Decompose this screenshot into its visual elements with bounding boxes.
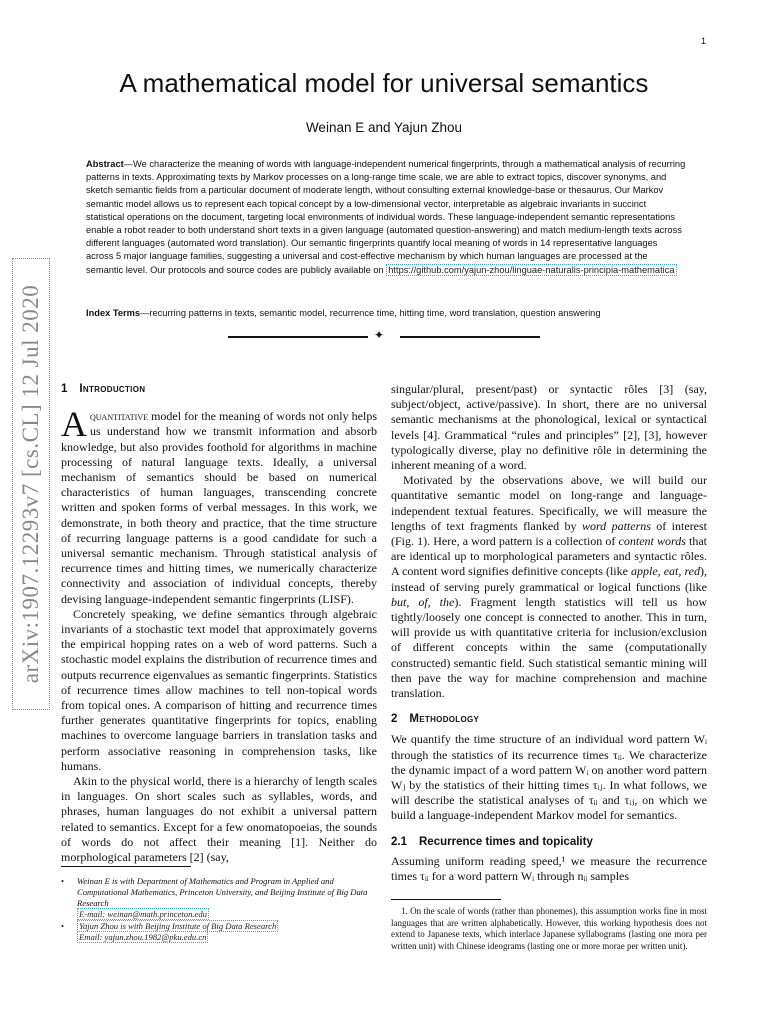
author-note-1-text: Weinan E is with Department of Mathematics and Program in Applied and Computational Mathematics, Princeton University, and Beijing Institute of Big Data Research — [77, 876, 368, 908]
p4c: that are identical up to morphological parameters and syntactic rôles. A content word signifies definitive concepts (like — [391, 534, 708, 579]
index-terms — [86, 307, 686, 320]
footnote-rule-right — [391, 899, 501, 900]
subsection-heading-recurrence — [391, 835, 707, 850]
divider-line-left — [228, 336, 368, 338]
section-title: Introduction — [79, 383, 146, 395]
author-note-2 — [61, 921, 377, 943]
p4-em4: but, of, the — [391, 594, 455, 609]
p4-em1: word patterns — [581, 518, 651, 533]
intro-paragraph-2: Concretely speaking, we define semantics through algebraic invariants of a stochastic text model that approximately governs the empirical hopping rates on a web of word patterns. Such a stochastic model explains the distribution of recurrence times and outputs recurrence eigenvalues as semantic fingerprints. Statistics of recurrence times allow machines to tell non-topical words from topical ones. A comparison of hitting and recurrence times further generates quantitative fingerprints for topics, enabling machines to overcome language barriers in translation tasks and perform associative reasoning in comprehension tasks, like humans. — [61, 606, 377, 773]
methodology-paragraph-1: We quantify the time structure of an individual word pattern Wᵢ through the statistics of its recurrence times τᵢᵢ. We characterize the dynamic impact of a word pattern Wᵢ on another word pattern Wⱼ by the statistics of their hitting times τᵢⱼ. In what follows, we will describe the statistical analyses of τᵢᵢ and τᵢⱼ, on which we build a language-independent Markov model for semantics. — [391, 732, 707, 823]
github-link[interactable]: https://github.com/yajun-zhou/linguae-naturalis-principia-mathematica — [388, 264, 675, 275]
p4e: ). Fragment length statistics will tell us how tightly/loosely one concept is connected to another. This in turn, will provide us with quantitative criteria for inclusion/exclusion of different concepts within the same (computationally constructed) semantic field. Such statistical semantic mining will then pave the way for machine comprehension and machine translation. — [391, 594, 708, 701]
arxiv-identifier-link[interactable] — [12, 258, 50, 710]
right-column — [391, 382, 707, 884]
email-link-1[interactable]: E-mail: weinan@math.princeton.edu — [79, 909, 207, 919]
p4-em2: content words — [618, 534, 686, 549]
intro-paragraph-1 — [61, 404, 377, 607]
index-terms-label: Index Terms — [86, 308, 141, 318]
divider-diamond-icon: ✦ — [374, 328, 385, 342]
p4d: ), instead of serving purely grammatical or logical functions (like — [391, 564, 708, 594]
index-terms-text: —recurring patterns in texts, semantic model, recurrence time, hitting time, word translation, question answering — [140, 308, 601, 318]
left-column — [61, 382, 377, 865]
authors: Weinan E and Yajun Zhou — [305, 120, 463, 135]
p4-em3: apple, eat, red — [631, 564, 701, 579]
methodology-paragraph-2: Assuming uniform reading speed,¹ we measure the recurrence times τᵢᵢ for a word pattern Wᵢ through nᵢᵢ samples — [391, 853, 707, 884]
email-link-2[interactable]: Email: yajun.zhou.1982@pku.edu.cn — [79, 932, 207, 942]
abstract — [86, 158, 686, 277]
intro-paragraph-4 — [391, 473, 707, 701]
lead-word: quantitative — [90, 409, 149, 424]
subsection-number: 2.1 — [391, 835, 407, 848]
drop-cap: A — [61, 404, 87, 445]
intro-paragraph-3b: singular/plural, present/past) or syntactic rôles [3] (say, subject/object, active/passive). In short, there are no universal semantic mechanisms at the phonological, lexical or syntactical levels [4]. Grammatical “rules and principles” [2], [3], however typologically diverse, play no definitive rôle in determining the inherent meaning of a word. — [391, 382, 707, 473]
author-footnotes — [61, 876, 377, 944]
arxiv-stamp-text: arXiv:1907.12293v7 [cs.CL] 12 Jul 2020 — [18, 284, 43, 684]
intro-p1-text: model for the meaning of words not only helps us understand how we transmit information and absorb knowledge, but also provides foothold for algorithms in machine processing of natural language texts. Ideally, a universal mechanism of semantics should be based on numerical characteristics of human languages, transcending concrete written and spoken forms of verbal messages. In this work, we demonstrate, in both theory and practice, that the time structure of recurring language patterns is a good candidate for such a universal semantic mechanism. Through statistical analysis of recurrence times and hitting times, we numerically characterize connectivity and association of individual concepts, thereby devising language-independent semantic fingerprints (LISF). — [61, 409, 377, 606]
footnote-rule — [61, 866, 191, 867]
section-number: 2 — [391, 713, 398, 726]
footnote-1: 1. On the scale of words (rather than phonemes), this assumption works fine in most languages that are written alphabetically. However, this working hypothesis does not extend to Japanese texts, which interlace Japanese syllabograms (lasting one mora per written unit) with Chinese ideograms (lasting one or more morae per written unit). — [391, 906, 707, 951]
section-number: 1 — [61, 383, 68, 395]
section-heading-methodology — [391, 712, 707, 727]
abstract-label: Abstract — [86, 159, 124, 169]
paper-title: A mathematical model for universal semantics — [119, 68, 649, 98]
abstract-text: —We characterize the meaning of words with language-independent numerical fingerprints, through a mathematical analysis of recurring patterns in texts. Approximating texts by Markov processes on a long-range time scale, we are able to extract topics, discover synonyms, and sketch semantic fields from a particular document of moderate length, without consulting external knowledge-base or thesaurus. Our Markov semantic model allows us to represent each topical concept by a low-dimensional vector, interpretable as algebraic invariants in succinct statistical operations on the document, targeting local environments of individual words. These language-independent semantic representations enable a robot reader to both understand short texts in a given language (automated question-answering) and match medium-length texts across different languages (automated word translation). Our semantic fingerprints quantify local meaning of words in 14 representative languages across 5 major language families, suggesting a universal and cost-effective mechanism by which human languages are processed at the semantic level. Our protocols and source codes are publicly available on — [86, 159, 686, 275]
section-divider — [228, 328, 540, 342]
author-note-1 — [61, 876, 377, 920]
p4a: Motivated by the observations above, we will build our quantitative semantic model on long-range and language-independent textual features. Specifically, we will measure the lengths of text fragments flanked by — [391, 473, 707, 533]
divider-line-right — [400, 336, 540, 338]
intro-paragraph-3a: Akin to the physical world, there is a hierarchy of length scales in languages. On short scales such as syllables, words, and phrases, human languages do not exhibit a universal pattern related to semantics. Except for a few onomatopoeias, the sounds of words do not affect their meaning [1]. Neither do morphological parameters [2] (say, — [61, 774, 377, 865]
subsection-title: Recurrence times and topicality — [419, 835, 593, 848]
section-title: Methodology — [409, 713, 480, 726]
p4b: of interest (Fig. 1). Here, a word pattern is a collection of — [391, 518, 707, 549]
page-number: 1 — [700, 36, 706, 46]
section-heading-introduction — [61, 382, 377, 397]
author-note-2-text: Yajun Zhou is with Beijing Institute of Big Data Research — [79, 921, 277, 931]
